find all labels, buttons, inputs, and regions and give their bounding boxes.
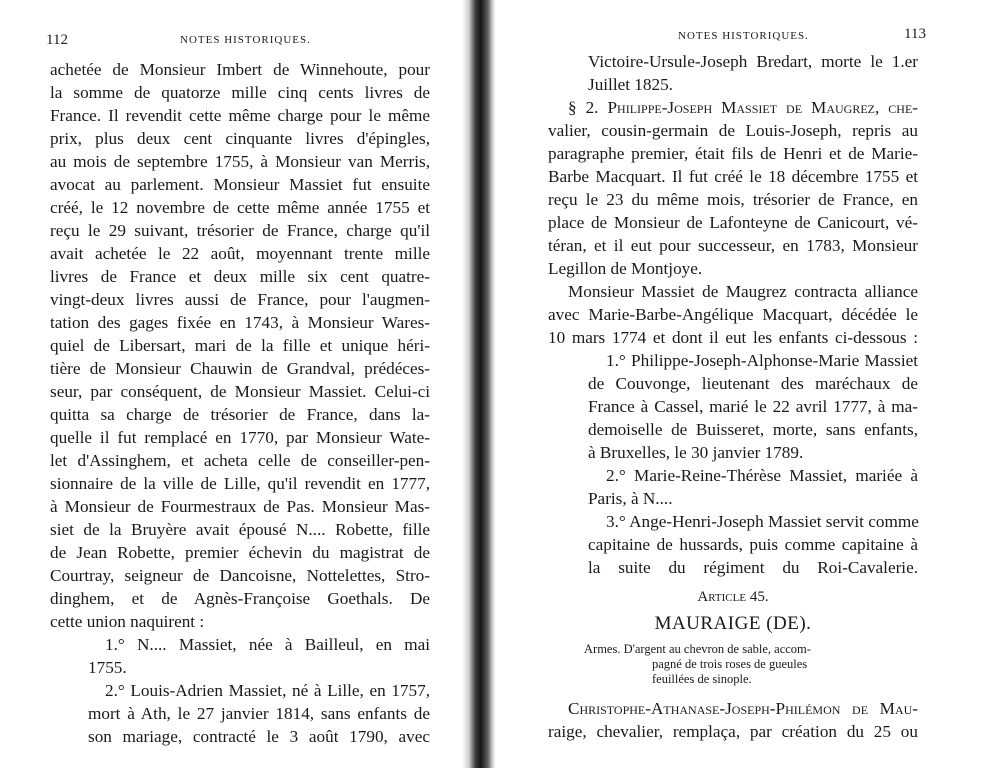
arms-line: feuillées de sinople.	[652, 672, 752, 686]
left-line: mort à Ath, le 27 janvier 1814, sans enfants de	[88, 704, 430, 723]
left-line: vingt-deux livres aussi de France, pour l'augmen-	[50, 290, 430, 309]
right-line: Paris, à N....	[588, 489, 673, 508]
left-page-number: 112	[46, 32, 68, 48]
right-line: à Bruxelles, le 30 janvier 1789.	[588, 443, 804, 462]
left-line: quiel de Libersart, mari de la fille et unique héri-	[50, 336, 430, 355]
left-line: son mariage, contracté le 3 août 1790, avec	[88, 727, 430, 746]
right-line: 10 mars 1774 et dont il eut les enfants ci-dessous :	[548, 328, 918, 347]
right-line: 3.° Ange-Henri-Joseph Massiet servit comme	[606, 512, 919, 531]
left-line: la somme de quatorze mille cinq cents livres de	[50, 83, 430, 102]
right-line: avec Marie-Barbe-Angélique Macquart, décédée le	[548, 305, 918, 324]
right-line: Barbe Macquart. Il fut créé le 18 décembre 1755 et	[548, 167, 918, 186]
left-running-head: NOTES HISTORIQUES.	[180, 34, 311, 46]
left-line: France. Il revendit cette même charge pour le même	[50, 106, 430, 125]
left-line: seur, par conséquent, de Monsieur Massiet. Celui-ci	[50, 382, 430, 401]
right-line: paragraphe premier, était fils de Henri et de Marie-	[548, 144, 918, 163]
left-line: 1.° N.... Massiet, née à Bailleul, en mai	[105, 635, 430, 654]
right-line: téran, et il eut pour successeur, en 1783, Monsieur	[548, 236, 918, 255]
left-line: dinghem, et de Agnès-Françoise Goethals. De	[50, 589, 430, 608]
right-line: demoiselle de Buisseret, morte, sans enfants,	[588, 420, 918, 439]
right-page-number: 113	[904, 26, 926, 42]
right-line: Victoire-Ursule-Joseph Bredart, morte le 1.er	[588, 52, 918, 71]
left-line: au mois de septembre 1755, à Monsieur van Merris,	[50, 152, 430, 171]
left-line: livres de France et deux mille six cent quatre-	[50, 267, 430, 286]
left-line: quelle il fut remplacé en 1770, par Monsieur Wate-	[50, 428, 430, 447]
right-line: 1.° Philippe-Joseph-Alphonse-Marie Massiet	[606, 351, 918, 370]
left-line: 2.° Louis-Adrien Massiet, né à Lille, en 1757,	[105, 681, 430, 700]
left-line: à Monsieur de Fourmestraux de Pas. Monsieur Mas-	[50, 497, 430, 516]
right-line: § 2. Philippe-Joseph Massiet de Maugrez, che-	[568, 98, 918, 117]
left-line: tation des gages fixée en 1743, à Monsieur Wares-	[50, 313, 430, 332]
left-line: tière de Monsieur Chauwin de Grandval, prédéces-	[50, 359, 430, 378]
right-line: France à Cassel, marié le 22 avril 1777, à ma-	[588, 397, 918, 416]
left-line: achetée de Monsieur Imbert de Winnehoute, pour	[50, 60, 430, 79]
left-line: avocat au parlement. Monsieur Massiet fut ensuite	[50, 175, 430, 194]
left-line: créé, le 12 novembre de cette même année 1755 et	[50, 198, 430, 217]
right-line: de Couvonge, lieutenant des maréchaux de	[588, 374, 918, 393]
right-line: Legillon de Montjoye.	[548, 259, 703, 278]
article-heading: Article 45.	[697, 589, 769, 605]
right-line: Monsieur Massiet de Maugrez contracta alliance	[568, 282, 918, 301]
left-line: cette union naquirent :	[50, 612, 205, 631]
arms-line: pagné de trois roses de gueules	[652, 657, 808, 671]
right-line: 2.° Marie-Reine-Thérèse Massiet, mariée à	[606, 466, 918, 485]
right-line: reçu le 23 du même mois, trésorier de France, en	[548, 190, 918, 209]
left-line: 1755.	[88, 658, 127, 677]
right-line: capitaine de hussards, puis comme capitaine à	[588, 535, 918, 554]
left-line: sionnaire de la ville de Lille, qu'il revendit en 1777,	[50, 474, 430, 493]
right-running-head: NOTES HISTORIQUES.	[678, 30, 809, 42]
left-line: reçu le 29 suivant, trésorier de France, charge qu'il	[50, 221, 430, 240]
family-name-heading: MAURAIGE (DE).	[654, 613, 812, 634]
right-page	[488, 0, 982, 768]
right-line: place de Monsieur de Lafonteyne de Canicourt, vé-	[548, 213, 918, 232]
left-line: Courtray, seigneur de Dancoisne, Nottelettes, Stro-	[50, 566, 430, 585]
left-line: siet de la Bruyère avait épousé N.... Robette, fille	[50, 520, 430, 539]
left-line: let d'Assinghem, et acheta celle de conseiller-pen-	[50, 451, 430, 470]
right-line: Juillet 1825.	[588, 75, 673, 94]
left-line: avait achetée le 22 août, moyennant trente mille	[50, 244, 430, 263]
left-line: de Jean Robette, premier échevin du magistrat de	[50, 543, 430, 562]
right-line: valier, cousin-germain de Louis-Joseph, repris au	[548, 121, 918, 140]
closing-line: Christophe-Athanase-Joseph-Philémon de Mau-	[568, 699, 918, 718]
right-line: la suite du régiment du Roi-Cavalerie.	[588, 558, 918, 577]
arms-line: Armes. D'argent au chevron de sable, accom-	[584, 642, 811, 656]
left-line: prix, plus deux cent cinquante livres d'épingles,	[50, 129, 430, 148]
left-line: quitta sa charge de trésorier de France, dans la-	[50, 405, 430, 424]
left-page	[0, 0, 470, 768]
closing-line: raige, chevalier, remplaça, par création du 25 ou	[548, 722, 918, 741]
